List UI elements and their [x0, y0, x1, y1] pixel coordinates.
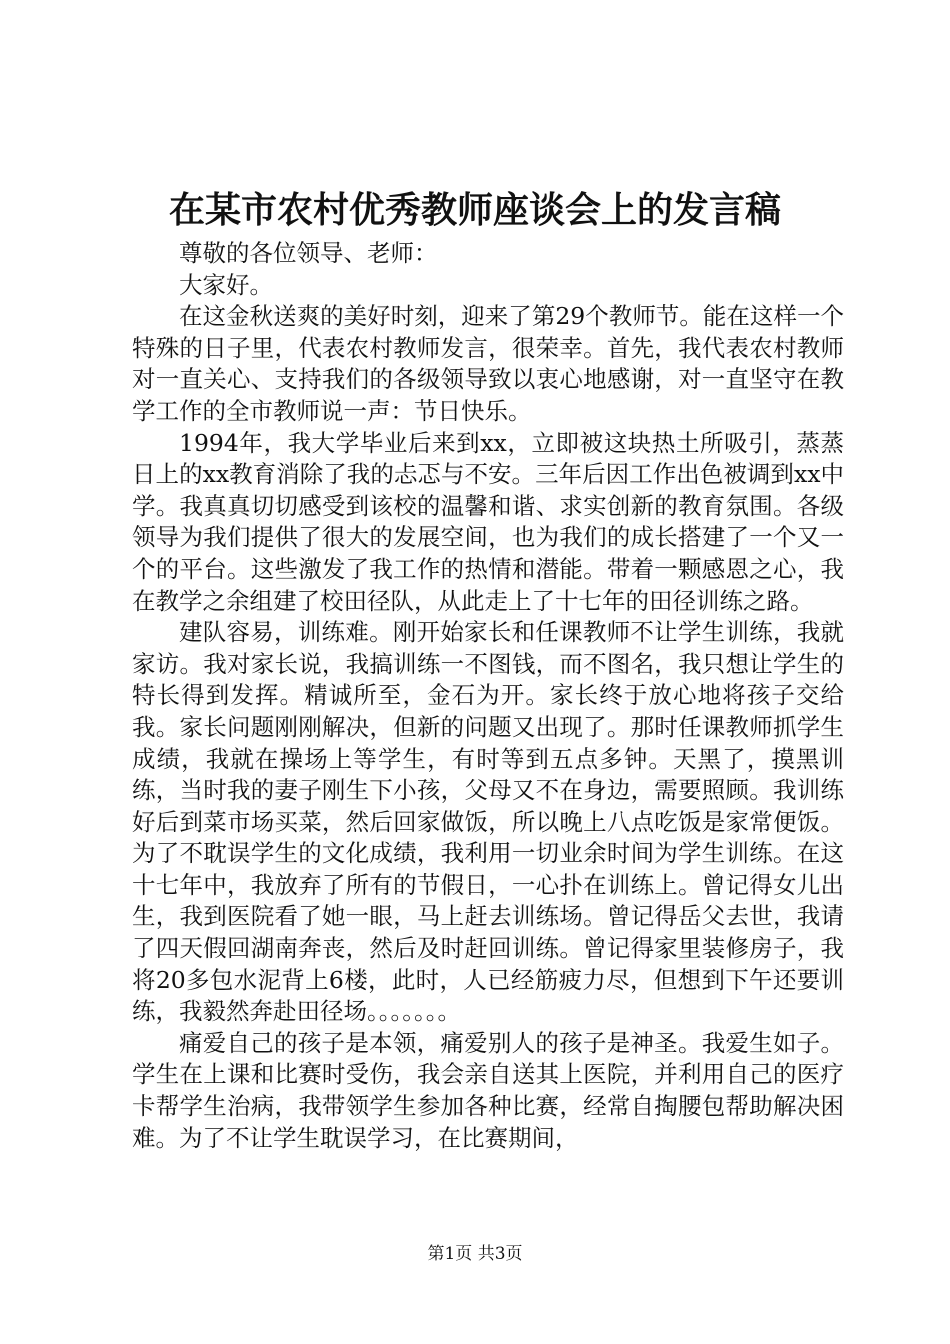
- salutation-paragraph: 尊敬的各位领导、老师：: [179, 239, 438, 267]
- greeting-paragraph: 大家好。: [179, 270, 273, 299]
- document-title: 在某市农村优秀教师座谈会上的发言稿: [168, 189, 781, 231]
- body-paragraph: 1994年，我大学毕业后来到xx，立即被这块热土所吸引，蒸蒸日上的xx教育消除了我的忐忑与不安。三年后因工作出色被调到xx中学。我真真切切感受到该校的温馨和谐、求实创新的教育氛围。各级领导为我们提供了很大的发展空间，也为我们的成长搭建了一个又一个的平台。这些激发了我工作的热情和潜能。带着一颗感恩之心，我在教学之余组建了校田径队，从此走上了十七年的田径训练之路。: [132, 428, 844, 615]
- body-paragraph: 建队容易，训练难。刚开始家长和任课教师不让学生训练，我就家访。我对家长说，我搞训练一不图钱，而不图名，我只想让学生的特长得到发挥。精诚所至，金石为开。家长终于放心地将孩子交给我。家长问题刚刚解决，但新的问题又出现了。那时任课教师抓学生成绩，我就在操场上等学生，有时等到五点多钟。天黑了，摸黑训练，当时我的妻子刚生下小孩，父母又不在身边，需要照顾。我训练好后到菜市场买菜，然后回家做饭，所以晚上八点吃饭是家常便饭。为了不耽误学生的文化成绩，我利用一切业余时间为学生训练。在这十七年中，我放弃了所有的节假日，一心扑在训练上。曾记得女儿出生，我到医院看了她一眼，马上赶去训练场。曾记得岳父去世，我请了四天假回湖南奔丧，然后及时赶回训练。曾记得家里装修房子，我将20多包水泥背上6楼，此时，人已经筋疲力尽，但想到下午还要训练，我毅然奔赴田径场。。。。。。。: [132, 618, 844, 1026]
- body-paragraph: 痛爱自己的孩子是本领，痛爱别人的孩子是神圣。我爱生如子。学生在上课和比赛时受伤，我会亲自送其上医院，并利用自己的医疗卡帮学生治病，我带领学生参加各种比赛，经常自掏腰包帮助解决困难。为了不让学生耽误学习，在比赛期间，: [132, 1028, 844, 1152]
- document-body: [132, 238, 844, 1154]
- body-paragraph: 在这金秋送爽的美好时刻，迎来了第29个教师节。能在这样一个特殊的日子里，代表农村教师发言，很荣幸。首先，我代表农村教师对一直关心、支持我们的各级领导致以衷心地感谢，对一直坚守在教学工作的全市教师说一声：节日快乐。: [132, 302, 844, 425]
- page-footer: 第1页 共3页: [427, 1244, 523, 1264]
